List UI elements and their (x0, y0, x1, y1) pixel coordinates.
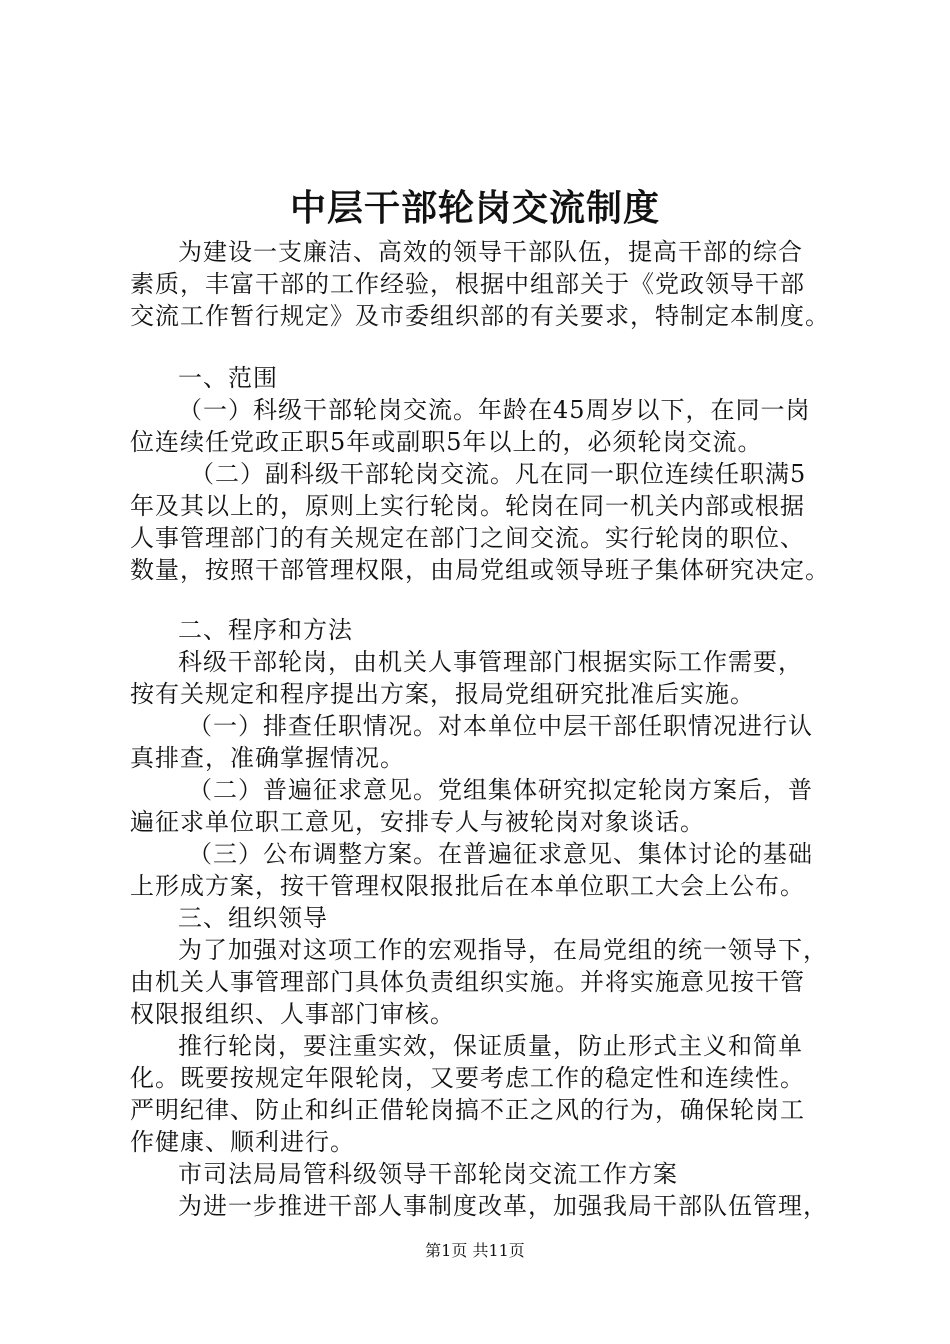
paragraph-line: 科级干部轮岗，由机关人事管理部门根据实际工作需要， (178, 648, 803, 676)
paragraph-line: 为了加强对这项工作的宏观指导，在局党组的统一领导下， (178, 936, 828, 964)
paragraph-line: 数量，按照干部管理权限，由局党组或领导班子集体研究决定。 (130, 556, 830, 584)
paragraph-line: 严明纪律、防止和纠正借轮岗搞不正之风的行为，确保轮岗工 (130, 1096, 805, 1124)
paragraph-line: 为进一步推进干部人事制度改革，加强我局干部队伍管理， (178, 1192, 828, 1220)
paragraph-line: 真排查，准确掌握情况。 (130, 744, 405, 772)
paragraph-line: 化。既要按规定年限轮岗，又要考虑工作的稳定性和连续性。 (130, 1064, 805, 1092)
page-number: 第1页 共11页 (425, 1241, 525, 1260)
paragraph-line: 按有关规定和程序提出方案，报局党组研究批准后实施。 (130, 680, 755, 708)
paragraph-line: 由机关人事管理部门具体负责组织实施。并将实施意见按干管 (130, 968, 805, 996)
section-heading: 二、程序和方法 (178, 616, 353, 644)
subtitle-line: 市司法局局管科级领导干部轮岗交流工作方案 (178, 1160, 678, 1188)
paragraph-line: （一）排查任职情况。对本单位中层干部任职情况进行认 (188, 712, 813, 740)
section-heading: 三、组织领导 (178, 904, 328, 932)
paragraph-line: （二）普遍征求意见。党组集体研究拟定轮岗方案后，普 (188, 776, 813, 804)
paragraph-line: 交流工作暂行规定》及市委组织部的有关要求，特制定本制度。 (130, 302, 830, 330)
paragraph-line: 上形成方案，按干管理权限报批后在本单位职工大会上公布。 (130, 872, 805, 900)
paragraph-line: 素质，丰富干部的工作经验，根据中组部关于《党政领导干部 (130, 270, 805, 298)
document-title: 中层干部轮岗交流制度 (289, 187, 660, 229)
paragraph-line: 作健康、顺利进行。 (130, 1128, 355, 1156)
paragraph-line: 遍征求单位职工意见，安排专人与被轮岗对象谈话。 (130, 808, 705, 836)
section-heading: 一、范围 (178, 364, 278, 392)
paragraph-line: （三）公布调整方案。在普遍征求意见、集体讨论的基础 (188, 840, 813, 868)
paragraph-line: 推行轮岗，要注重实效，保证质量，防止形式主义和简单 (178, 1032, 803, 1060)
paragraph-line: 年及其以上的，原则上实行轮岗。轮岗在同一机关内部或根据 (130, 492, 805, 520)
paragraph-line: 位连续任党政正职5年或副职5年以上的，必须轮岗交流。 (130, 428, 763, 456)
paragraph-line: 权限报组织、人事部门审核。 (130, 1000, 455, 1028)
paragraph-line: 人事管理部门的有关规定在部门之间交流。实行轮岗的职位、 (130, 524, 805, 552)
paragraph-line: 为建设一支廉洁、高效的领导干部队伍，提高干部的综合 (178, 238, 803, 266)
paragraph-line: （一）科级干部轮岗交流。年龄在45周岁以下，在同一岗 (178, 396, 811, 424)
paragraph-line: （二）副科级干部轮岗交流。凡在同一职位连续任职满5 (190, 460, 807, 488)
